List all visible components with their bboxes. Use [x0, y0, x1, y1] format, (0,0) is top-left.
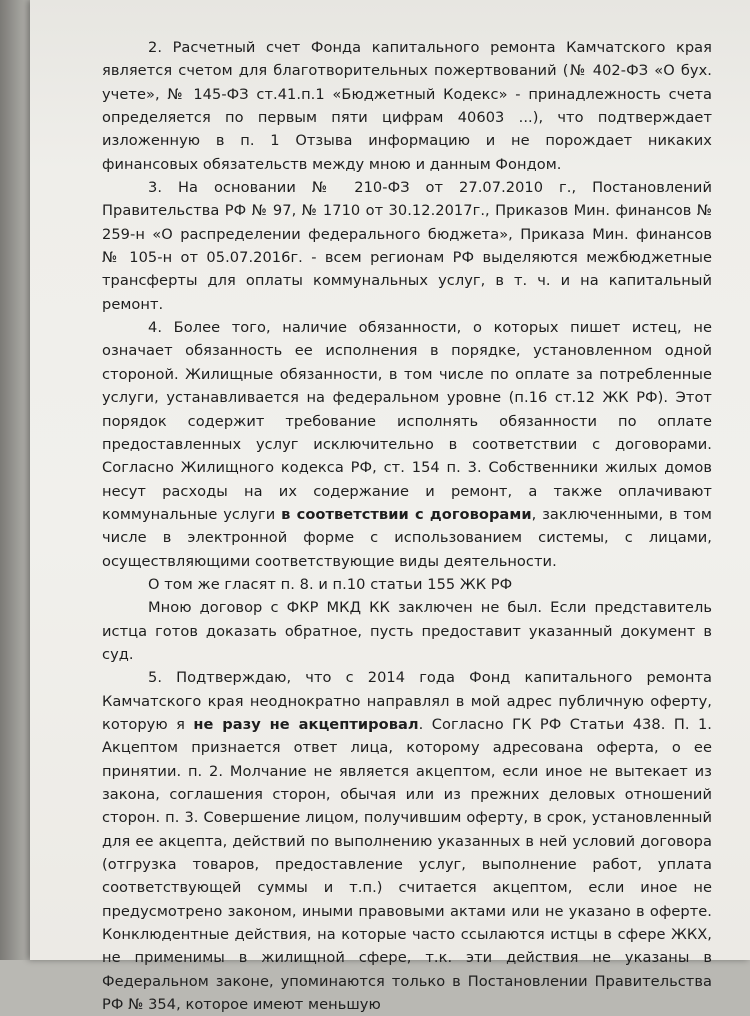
paragraph-5: 5. Подтверждаю, что с 2014 года Фонд капитального ремонта Камчатского края неоднократно направлял в мой адрес публичную оферту, которую я не разу не акцептировал. Согласно ГК РФ Статьи 438. П. 1. Акцептом признается ответ лица, которому адресована оферта, о ее принятии. п. 2. Молчание не является акцептом, если иное не вытекает из закона, соглашения сторон, обычая или из прежних деловых отношений сторон. п. 3. Совершение лицом, получившим оферту, в срок, установленный для ее акцепта, действий по выполнению указанных в ней условий договора (отгрузка товаров, предоставление услуг, выполнение работ, уплата соответствующей суммы и т.п.) считается акцептом, если иное не предусмотрено законом, иными правовыми актами или не указано в оферте. Конклюдентные действия, на которые часто ссылаются истцы в сфере ЖКХ, не применимы в жилищной сфере, т.к. эти действия не указаны в Федеральном законе, упоминаются только в Постановлении Правительства РФ № 354, которое имеют меньшую: [102, 669, 712, 1014]
document-body: [102, 36, 712, 1016]
document-page: [30, 0, 750, 1014]
paragraph-4: 4. Более того, наличие обязанности, о которых пишет истец, не означает обязанность ее исполнения в порядке, установленном одной стороной. Жилищные обязанности, в том числе по оплате за потребленные услуги, устанавливается на федеральном уровне (п.16 ст.12 ЖК РФ). Этот порядок содержит требование исполнять обязанности по оплате предоставленных услуг исключительно в соответствии с договорами. Согласно Жилищного кодекса РФ, ст. 154 п. 3. Собственники жилых домов несут расходы на их содержание и ремонт, а также оплачивают коммунальные услуги в соответствии с договорами, заключенными, в том числе в электронной форме с использованием системы, с лицами, осуществляющими соответствующие виды деятельности.: [102, 319, 712, 570]
bold-phrase-not-accepted: не разу не акцептировал: [193, 715, 419, 733]
bold-phrase-contracts: в соответствии с договорами: [281, 505, 532, 523]
paragraph-article-155: О том же гласят п. 8. и п.10 статьи 155 ЖК РФ: [148, 575, 513, 593]
paragraph-no-contract: Мною договор с ФКР МКД КК заключен не был. Если представитель истца готов доказать обратное, пусть предоставит указанный документ в суд.: [102, 599, 712, 663]
paragraph-3: 3. На основании № 210-ФЗ от 27.07.2010 г., Постановлений Правительства РФ № 97, № 1710 от 30.12.2017г., Приказов Мин. финансов № 259-н «О распределении федерального бюджета», Приказа Мин. финансов № 105-н от 05.07.2016г. - всем регионам РФ выделяются межбюджетные трансферты для оплаты коммунальных услуг, в т. ч. и на капитальный ремонт.: [102, 179, 712, 313]
paragraph-2: 2. Расчетный счет Фонда капитального ремонта Камчатского края является счетом для благотворительных пожертвований (№ 402-ФЗ «О бух. учете», № 145-ФЗ ст.41.п.1 «Бюджетный Кодекс» - принадлежность счета определяется по первым пяти цифрам 40603 ...), что подтверждает изложенную в п. 1 Отзыва информацию и не порождает никаких финансовых обязательств между мною и данным Фондом.: [102, 39, 712, 173]
